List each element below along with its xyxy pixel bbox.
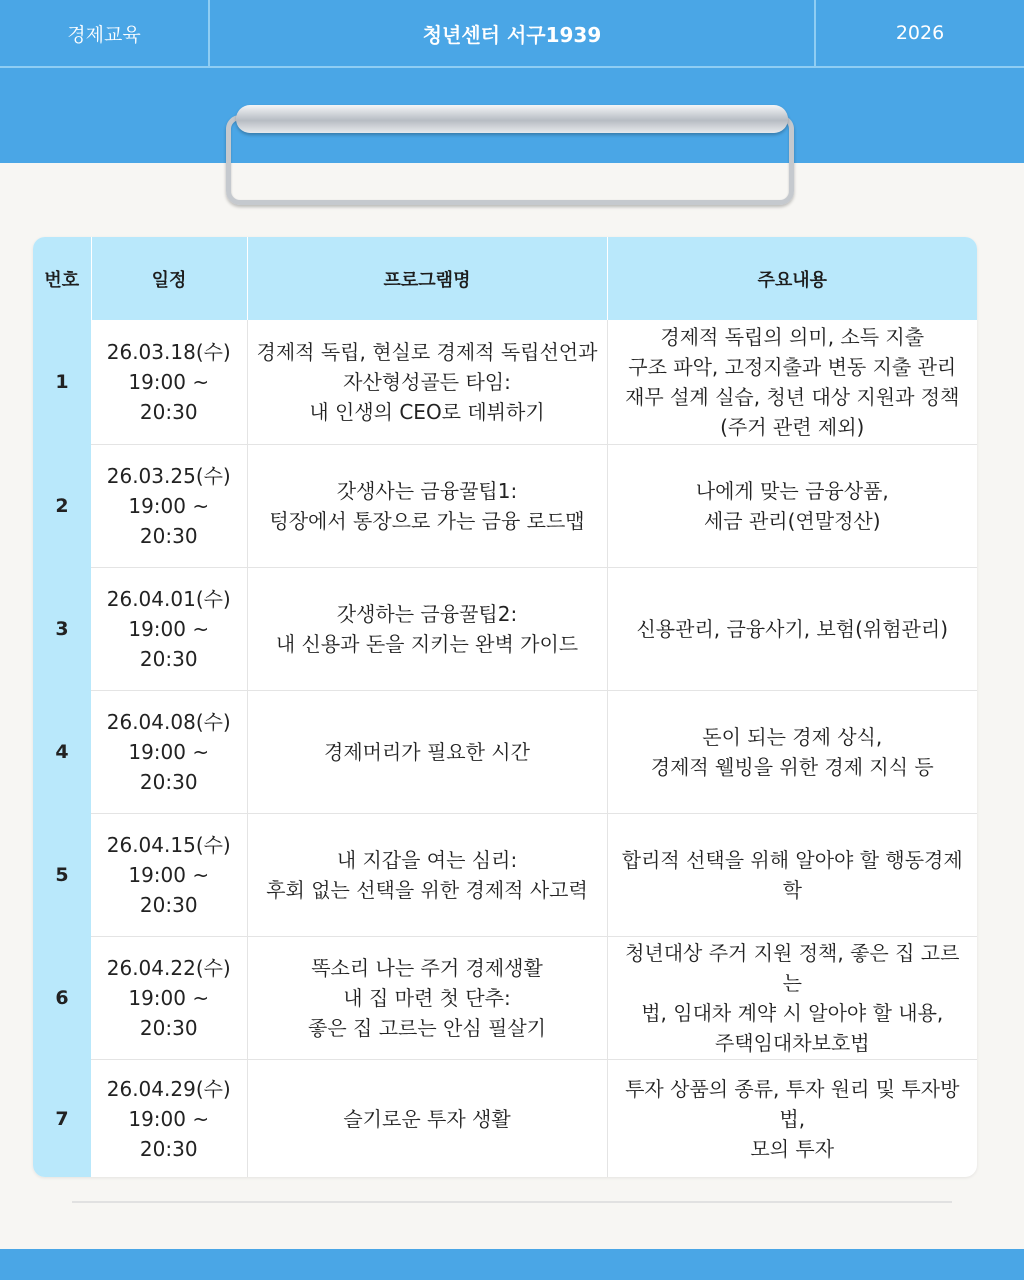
clipboard-clip-icon — [224, 103, 800, 209]
table-row — [33, 1059, 977, 1177]
row-schedule: 26.04.08(수) 19:00 ~ 20:30 — [91, 690, 247, 813]
table-header-row — [33, 237, 977, 320]
header-category: 경제교육 — [0, 0, 210, 66]
row-schedule: 26.04.01(수) 19:00 ~ 20:30 — [91, 567, 247, 690]
row-content: 나에게 맞는 금융상품, 세금 관리(연말정산) — [607, 444, 977, 567]
table-row — [33, 444, 977, 567]
column-header-program: 프로그램명 — [247, 237, 607, 320]
table-row — [33, 936, 977, 1059]
row-content: 청년대상 주거 지원 정책, 좋은 집 고르는 법, 임대차 계약 시 알아야 할 내용, 주택임대차보호법 — [607, 936, 977, 1059]
schedule-table — [33, 237, 977, 1177]
row-program: 경제머리가 필요한 시간 — [247, 690, 607, 813]
page-header — [0, 0, 1024, 68]
row-content: 신용관리, 금융사기, 보험(위험관리) — [607, 567, 977, 690]
row-schedule: 26.03.18(수) 19:00 ~ 20:30 — [91, 320, 247, 444]
schedule-table-card — [33, 237, 977, 1177]
row-number: 1 — [33, 320, 91, 444]
row-number: 2 — [33, 444, 91, 567]
row-number: 5 — [33, 813, 91, 936]
row-program: 똑소리 나는 주거 경제생활 내 집 마련 첫 단추: 좋은 집 고르는 안심 필살기 — [247, 936, 607, 1059]
row-schedule: 26.04.22(수) 19:00 ~ 20:30 — [91, 936, 247, 1059]
header-title: 청년센터 서구1939 — [422, 22, 602, 47]
row-schedule: 26.04.29(수) 19:00 ~ 20:30 — [91, 1059, 247, 1177]
row-program: 경제적 독립, 현실로 경제적 독립선언과 자산형성골든 타임: 내 인생의 CEO로 데뷔하기 — [247, 320, 607, 444]
row-number: 7 — [33, 1059, 91, 1177]
row-number: 6 — [33, 936, 91, 1059]
row-content: 경제적 독립의 의미, 소득 지출 구조 파악, 고정지출과 변동 지출 관리 재무 설계 실습, 청년 대상 지원과 정책 (주거 관련 제외) — [607, 320, 977, 444]
row-content: 투자 상품의 종류, 투자 원리 및 투자방법, 모의 투자 — [625, 1077, 960, 1162]
row-content: 합리적 선택을 위해 알아야 할 행동경제학 — [607, 813, 977, 936]
clip-bar — [236, 105, 788, 133]
header-year: 2026 — [814, 0, 1024, 66]
row-number: 4 — [33, 690, 91, 813]
column-header-content: 주요내용 — [607, 237, 977, 320]
table-row — [33, 320, 977, 444]
row-program: 내 지갑을 여는 심리: 후회 없는 선택을 위한 경제적 사고력 — [247, 813, 607, 936]
table-row — [33, 567, 977, 690]
table-row — [33, 813, 977, 936]
row-schedule: 26.03.25(수) 19:00 ~ 20:30 — [91, 444, 247, 567]
row-program: 갓생하는 금융꿀팁2: 내 신용과 돈을 지키는 완벽 가이드 — [247, 567, 607, 690]
footer-divider — [72, 1201, 952, 1203]
row-program: 갓생사는 금융꿀팁1: 텅장에서 통장으로 가는 금융 로드맵 — [247, 444, 607, 567]
table-row — [33, 690, 977, 813]
row-program: 슬기로운 투자 생활 — [247, 1059, 607, 1177]
row-number: 3 — [33, 567, 91, 690]
bottom-banner — [0, 1249, 1024, 1280]
column-header-schedule: 일정 — [91, 237, 247, 320]
row-schedule: 26.04.15(수) 19:00 ~ 20:30 — [91, 813, 247, 936]
row-content: 돈이 되는 경제 상식, 경제적 웰빙을 위한 경제 지식 등 — [607, 690, 977, 813]
column-header-number: 번호 — [33, 237, 91, 320]
